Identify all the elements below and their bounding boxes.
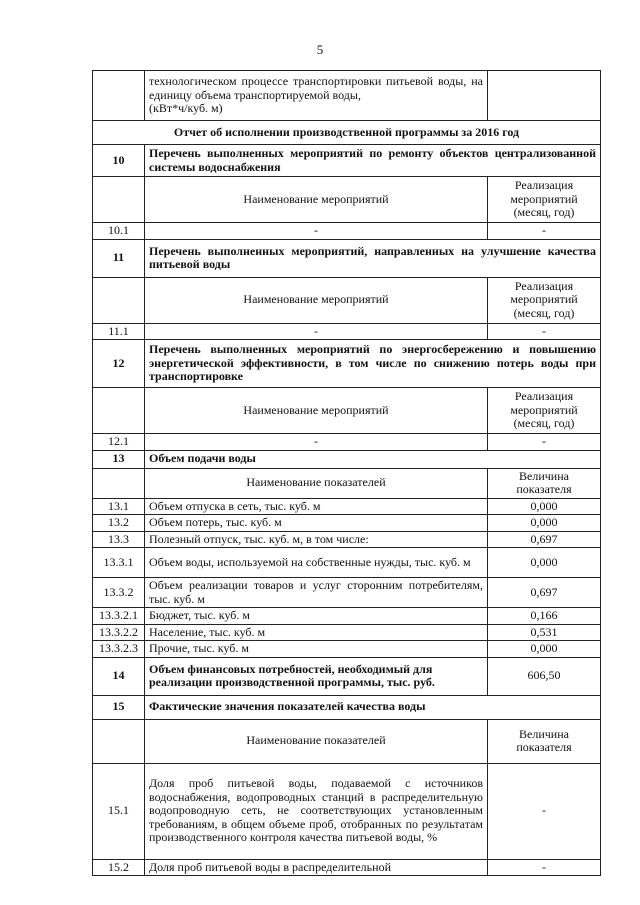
header-row — [93, 388, 601, 434]
table-row — [93, 323, 601, 340]
indicator-name: Доля проб питьевой воды, подаваемой с источников водоснабжения, водопроводных станций в распределительную водопроводную сеть, не соответствующих установленным требованиям, в общем объеме проб, отобранных по результатам производственного контроля качества питьевой воды, % — [145, 763, 488, 859]
section-row — [93, 239, 601, 277]
table-row — [93, 498, 601, 515]
row-number: 13.3.1 — [93, 548, 145, 578]
empty-cell — [93, 388, 145, 434]
report-title: Отчет об исполнении производственной программы за 2016 год — [93, 121, 601, 145]
section-number: 14 — [93, 657, 145, 695]
table-row — [93, 223, 601, 240]
row-number: 13.3 — [93, 531, 145, 548]
table-row — [93, 548, 601, 578]
table-row — [93, 608, 601, 625]
section-number: 10 — [93, 145, 145, 177]
indicator-value: 0,000 — [488, 548, 601, 578]
indicator-value: 0,697 — [488, 531, 601, 548]
column-header-value: Величина показателя — [488, 719, 601, 763]
section-title: Объем подачи воды — [145, 450, 601, 468]
indicator-name: Объем отпуска в сеть, тыс. куб. м — [145, 498, 488, 515]
production-program-table — [92, 70, 601, 876]
row-number: 15.1 — [93, 763, 145, 859]
section-row — [93, 340, 601, 388]
row-number: 15.2 — [93, 859, 145, 876]
table-row — [93, 859, 601, 876]
indicator-value: 0,000 — [488, 641, 601, 658]
indicator-name: Объем воды, используемой на собственные нужды, тыс. куб. м — [145, 548, 488, 578]
column-header-name: Наименование мероприятий — [145, 177, 488, 223]
table-row — [93, 624, 601, 641]
table-row — [93, 531, 601, 548]
column-header-name: Наименование показателей — [145, 468, 488, 498]
indicator-value: - — [488, 323, 601, 340]
indicator-name: - — [145, 323, 488, 340]
section-number: 12 — [93, 340, 145, 388]
indicator-value: 0,166 — [488, 608, 601, 625]
indicator-value: - — [488, 223, 601, 240]
column-header-value: Реализация мероприятий (месяц, год) — [488, 388, 601, 434]
indicator-value: 0,000 — [488, 498, 601, 515]
section-number: 13 — [93, 450, 145, 468]
indicator-value: - — [488, 859, 601, 876]
indicator-value — [488, 71, 601, 121]
indicator-value: 0,531 — [488, 624, 601, 641]
section-number: 11 — [93, 239, 145, 277]
indicator-name: Прочие, тыс. куб. м — [145, 641, 488, 658]
indicator-value: - — [488, 763, 601, 859]
section-number: 15 — [93, 695, 145, 719]
section-title: Перечень выполненных мероприятий по ремонту объектов централизованной системы водоснабжения — [145, 145, 601, 177]
table-row — [93, 578, 601, 608]
table-row — [93, 515, 601, 532]
indicator-name: - — [145, 223, 488, 240]
empty-cell — [93, 468, 145, 498]
row-number: 12.1 — [93, 434, 145, 451]
row-number: 13.2 — [93, 515, 145, 532]
table-row — [93, 71, 601, 121]
indicator-value: 0,697 — [488, 578, 601, 608]
header-row — [93, 177, 601, 223]
table-row — [93, 763, 601, 859]
empty-cell — [93, 719, 145, 763]
row-number: 11.1 — [93, 323, 145, 340]
column-header-value: Реализация мероприятий (месяц, год) — [488, 277, 601, 323]
row-number — [93, 71, 145, 121]
section-row — [93, 450, 601, 468]
page-number: 5 — [316, 42, 324, 57]
indicator-name: Объем реализации товаров и услуг сторонним потребителям, тыс. куб. м — [145, 578, 488, 608]
indicator-name: технологическом процессе транспортировки питьевой воды, на единицу объема транспортируемой воды, (кВт*ч/куб. м) — [145, 71, 488, 121]
row-number: 13.3.2.1 — [93, 608, 145, 625]
indicator-value: - — [488, 434, 601, 451]
header-row — [93, 277, 601, 323]
section-title: Фактические значения показателей качества воды — [145, 695, 601, 719]
indicator-name: Население, тыс. куб. м — [145, 624, 488, 641]
section-title: Перечень выполненных мероприятий по энергосбережению и повышению энергетической эффективности, в том числе по снижению потерь воды при транспортировке — [145, 340, 601, 388]
header-row — [93, 468, 601, 498]
table-row — [93, 434, 601, 451]
empty-cell — [93, 277, 145, 323]
row-number: 10.1 — [93, 223, 145, 240]
table-row — [93, 641, 601, 658]
empty-cell — [93, 177, 145, 223]
section-title: Перечень выполненных мероприятий, направленных на улучшение качества питьевой воды — [145, 239, 601, 277]
section-title: Объем финансовых потребностей, необходимый для реализации производственной программы, тыс. руб. — [145, 657, 488, 695]
column-header-name: Наименование мероприятий — [145, 277, 488, 323]
section-row — [93, 145, 601, 177]
row-number: 13.3.2.2 — [93, 624, 145, 641]
indicator-name: Объем потерь, тыс. куб. м — [145, 515, 488, 532]
indicator-name: Полезный отпуск, тыс. куб. м, в том числе: — [145, 531, 488, 548]
indicator-name: Бюджет, тыс. куб. м — [145, 608, 488, 625]
column-header-name: Наименование показателей — [145, 719, 488, 763]
column-header-value: Реализация мероприятий (месяц, год) — [488, 177, 601, 223]
row-number: 13.3.2 — [93, 578, 145, 608]
indicator-value: 0,000 — [488, 515, 601, 532]
row-number: 13.1 — [93, 498, 145, 515]
section-row — [93, 695, 601, 719]
indicator-name: - — [145, 434, 488, 451]
column-header-name: Наименование мероприятий — [145, 388, 488, 434]
indicator-name: Доля проб питьевой воды в распределительной — [145, 859, 488, 876]
row-number: 13.3.2.3 — [93, 641, 145, 658]
indicator-value: 606,50 — [488, 657, 601, 695]
column-header-value: Величина показателя — [488, 468, 601, 498]
header-row — [93, 719, 601, 763]
table-row — [93, 121, 601, 145]
section-row — [93, 657, 601, 695]
